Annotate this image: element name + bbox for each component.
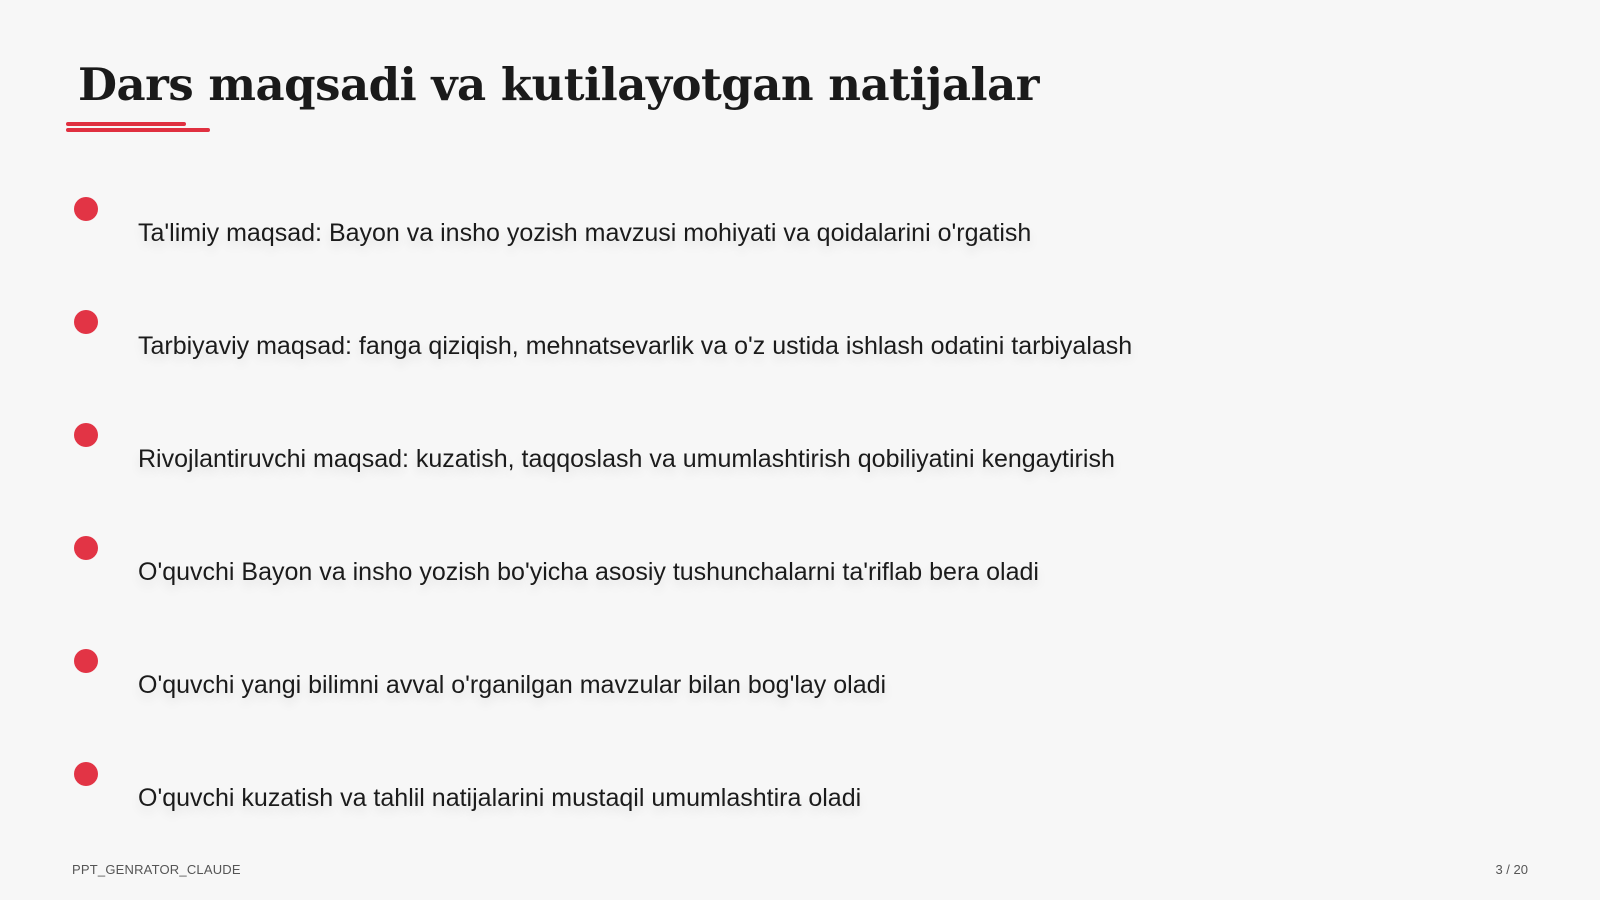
bullet-item (0, 536, 1600, 636)
bullet-dot-icon (74, 762, 98, 786)
bullet-text: O'quvchi Bayon va insho yozish bo'yicha asosiy tushunchalarni ta'riflab bera oladi (138, 558, 1039, 586)
page-indicator: 3 / 20 (1495, 862, 1528, 877)
bullet-dot-icon (74, 536, 98, 560)
bullet-item (0, 197, 1600, 297)
bullet-text: Tarbiyaviy maqsad: fanga qiziqish, mehnatsevarlik va o'z ustida ishlash odatini tarbiyalash (138, 332, 1133, 360)
bullet-item (0, 423, 1600, 523)
bullet-dot-icon (74, 423, 98, 447)
bullet-dot-icon (74, 649, 98, 673)
bullet-dot-icon (74, 310, 98, 334)
bullet-item (0, 310, 1600, 410)
slide-title: Dars maqsadi va kutilayotgan natijalar (78, 58, 1039, 111)
bullet-text: Rivojlantiruvchi maqsad: kuzatish, taqqoslash va umumlashtirish qobiliyatini kengaytirish (138, 445, 1115, 473)
bullet-text: Ta'limiy maqsad: Bayon va insho yozish mavzusi mohiyati va qoidalarini o'rgatish (138, 219, 1032, 247)
bullet-dot-icon (74, 197, 98, 221)
bullet-item (0, 762, 1600, 862)
bullet-text: O'quvchi yangi bilimni avval o'rganilgan mavzular bilan bog'lay oladi (138, 671, 887, 699)
footer-brand: PPT_GENRATOR_CLAUDE (72, 862, 241, 877)
bullet-text: O'quvchi kuzatish va tahlil natijalarini mustaqil umumlashtira oladi (138, 784, 862, 812)
bullet-item (0, 649, 1600, 749)
